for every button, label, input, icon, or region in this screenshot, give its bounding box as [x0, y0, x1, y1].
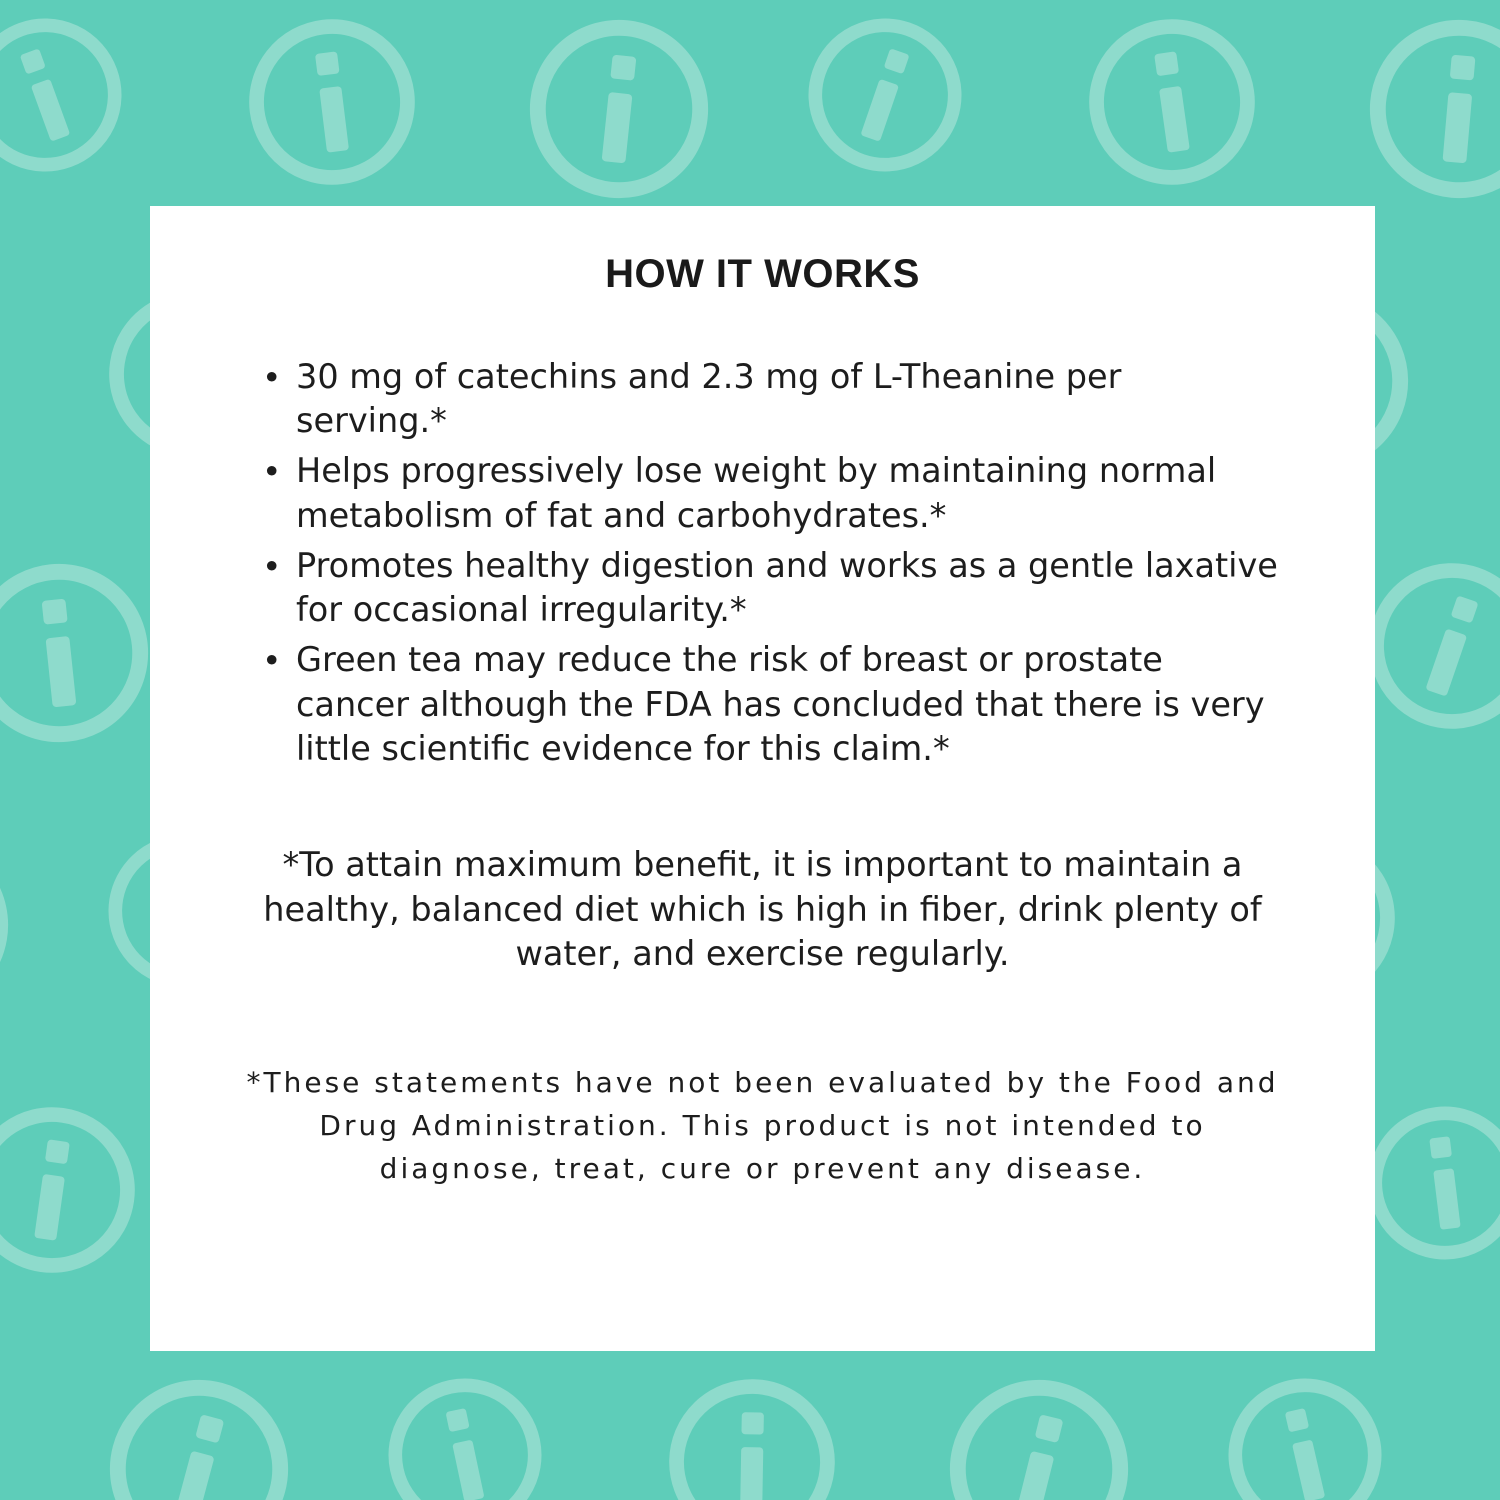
information-icon — [0, 1367, 7, 1500]
information-icon — [364, 1354, 566, 1500]
list-item-text: 30 mg of catechins and 2.3 mg of L-Theanine per serving.* — [296, 357, 1122, 441]
information-icon — [0, 808, 36, 1043]
info-card — [150, 206, 1375, 1351]
information-icon — [0, 0, 154, 204]
information-icon — [1484, 266, 1500, 468]
bullet-marker: • — [262, 357, 282, 397]
list-item-text: Promotes healthy digestion and works as a gentle laxative for occasional irregularity.* — [296, 545, 1278, 630]
page-title: HOW IT WORKS — [605, 252, 920, 296]
information-icon — [78, 1348, 320, 1500]
fda-disclaimer: *These statements have not been evaluated by the Food and Drug Administration. This product is not intended to diagnose, treat, cure or prevent any disease. — [246, 1065, 1279, 1186]
benefit-note: *To attain maximum benefit, it is important to maintain a healthy, balanced diet which is high in fiber, drink plenty of water, and exercise regularly. — [263, 844, 1262, 974]
information-icon — [1352, 2, 1500, 217]
list-item — [262, 449, 1279, 537]
list-item — [262, 355, 1279, 443]
information-icon — [510, 0, 728, 218]
information-icon — [0, 1086, 156, 1294]
information-icon — [1068, 0, 1276, 206]
information-icon — [229, 0, 434, 205]
information-icon — [919, 1349, 1159, 1500]
bullet-marker: • — [262, 452, 282, 492]
information-icon — [1203, 1353, 1407, 1500]
information-icon — [1479, 805, 1500, 1045]
benefits-list — [206, 355, 1319, 771]
list-item-text: Green tea may reduce the risk of breast or prostate cancer although the FDA has concluded that there is very little scientific evidence for this claim.* — [296, 640, 1265, 768]
list-item — [262, 638, 1279, 771]
information-icon — [777, 0, 993, 203]
list-item — [262, 544, 1279, 632]
bullet-marker: • — [262, 640, 282, 680]
information-icon — [0, 253, 19, 480]
information-icon — [658, 1368, 845, 1500]
bullet-marker: • — [262, 546, 282, 586]
list-item-text: Helps progressively lose weight by maintaining normal metabolism of fat and carbohydrates.* — [296, 451, 1217, 535]
information-icon — [0, 544, 168, 762]
